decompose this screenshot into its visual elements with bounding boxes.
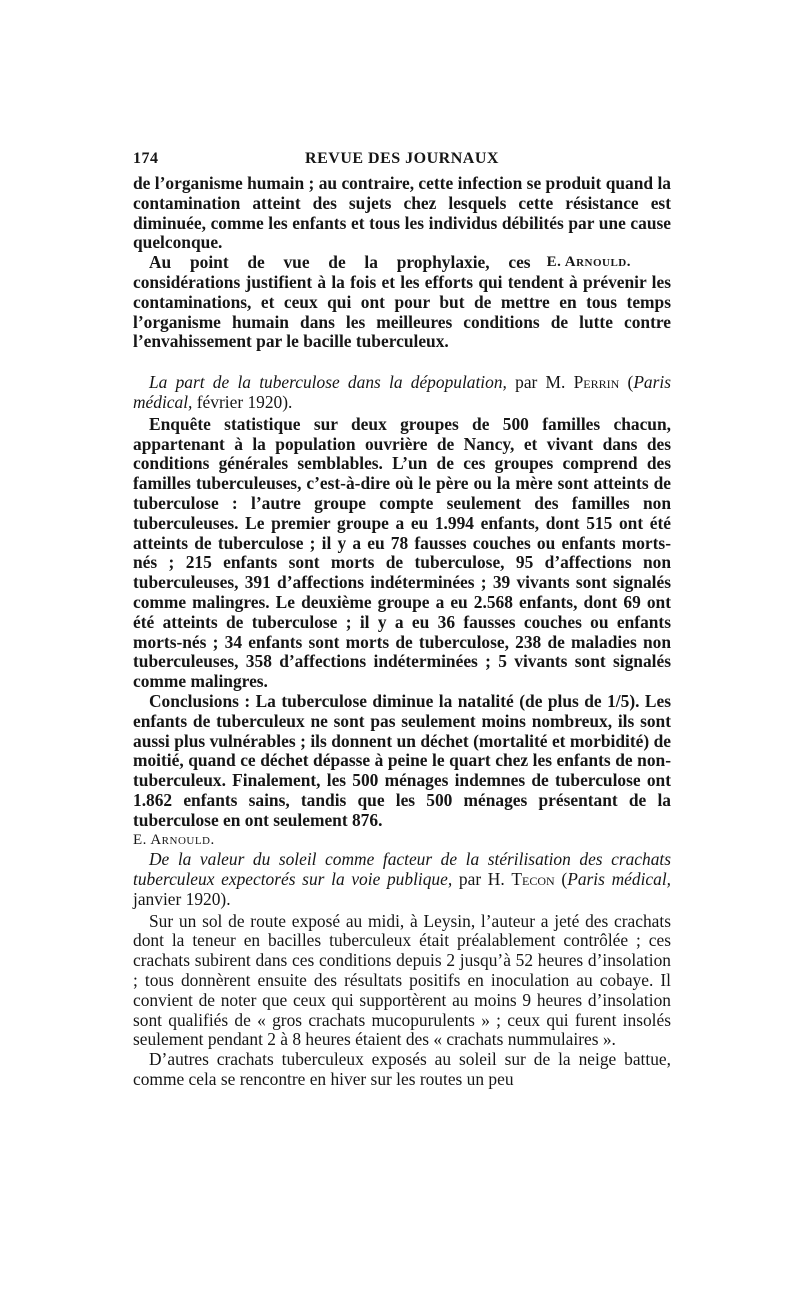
source-date: février 1920). <box>196 391 293 412</box>
article-title-text: De la valeur du soleil comme facteur de la stérilisation des crachats tuberculeux expectorés sur la voie publique, <box>133 849 671 890</box>
article-paragraph: Sur un sol de route exposé au midi, à Leysin, l’auteur a jeté des crachats dont la teneur en bacilles tuberculeux était préalablement contrôlée ; ces crachats subirent dans ces conditions depuis 2 jusqu’à 52 heures d’insolation ; tous donnèrent ensuite des résultats positifs en inoculation au cobaye. Il convient de noter que ceux qui supportèrent au moins 9 heures d’insolation sont qualifiés de « gros crachats mucopurulents » ; ceux qui furent insolés seulement pendant 2 à 8 heures étaient des « crachats nummulaires ». <box>133 910 671 1050</box>
article-title: De la valeur du soleil comme facteur de la stérilisation des crachats tuberculeux expectorés sur la voie publique, par H. Tecon (Paris médical, janvier 1920). <box>133 849 671 909</box>
article-paragraph: D’autres crachats tuberculeux exposés au soleil sur de la neige battue, comme cela se rencontre en hiver sur les routes un peu <box>133 1049 671 1090</box>
signature: E. Arnould. <box>133 831 215 848</box>
continued-paragraph: de l’organisme humain ; au contraire, cette infection se produit quand la contamination atteint des sujets chez lesquels cette résistance est diminuée, comme les enfants et tous les individus débilités par une cause quelconque. <box>133 173 671 253</box>
source-date: janvier 1920). <box>133 888 231 909</box>
journal-title: REVUE DES JOURNAUX <box>305 150 499 167</box>
running-header <box>133 150 671 174</box>
article-author: Perrin <box>573 372 620 393</box>
article-title: La part de la tuberculose dans la dépopulation, par M. Perrin (Paris médical, février 1920). <box>133 372 671 412</box>
article-paragraph: Enquête statistique sur deux groupes de 500 familles chacun, appartenant à la population ouvrière de Nancy, et vivant dans des conditions générales semblables. L’un de ces groupes comprend des familles tuberculeuses, c’est-à-dire où le père ou la mère sont atteints de tuberculose : l’autre groupe compte seulement des familles non tuberculeuses. Le premier groupe a eu 1.994 enfants, dont 515 ont été atteints de tuberculose ; il y a eu 78 fausses couches ou enfants morts-nés ; 215 enfants sont morts de tuberculose, 95 d’affections non tuberculeuses, 391 d’affections indéterminées ; 39 vivants sont signalés comme malingres. Le deuxième groupe a eu 2.568 enfants, dont 69 ont été atteints de tuberculose ; il y a eu 36 fausses couches ou enfants morts-nés ; 34 enfants sont morts de tuberculose, 238 de maladies non tuberculeuses, 358 d’affections indéterminées ; 5 vivants sont signalés comme malingres. <box>133 413 671 692</box>
document-page <box>133 150 671 1090</box>
article-paragraph: Conclusions : La tuberculose diminue la natalité (de plus de 1/5). Les enfants de tuberculeux ne sont pas seulement moins nombreux, ils sont aussi plus vulnérables ; ils donnent un déchet (mortalité et morbidité) de moitié, quand ce déchet dépasse à peine le quart chez les enfants de non-tuberculeux. Finalement, les 500 ménages indemnes de tuberculose ont 1.862 enfants sains, tandis que les 500 ménages présentant de la tuberculose en ont seulement 876. <box>133 690 671 830</box>
signature: E. Arnould. <box>546 254 631 271</box>
source-journal: Paris médical, <box>133 372 671 412</box>
article-title-text: La part de la tuberculose dans la dépopulation, <box>149 372 507 393</box>
page-number: 174 <box>133 150 159 167</box>
article-author: Tecon <box>511 869 555 890</box>
source-journal: Paris médical, <box>567 869 671 890</box>
prophylaxis-paragraph: E. Arnould. Au point de vue de la prophylaxie, ces considérations justifient à la fois et les efforts qui tendent à prévenir les contaminations, et ceux qui ont pour but de mettre en tous temps l’organisme humain dans les meilleures conditions de lutte contre l’envahissement par le bacille tuberculeux. <box>133 252 671 352</box>
